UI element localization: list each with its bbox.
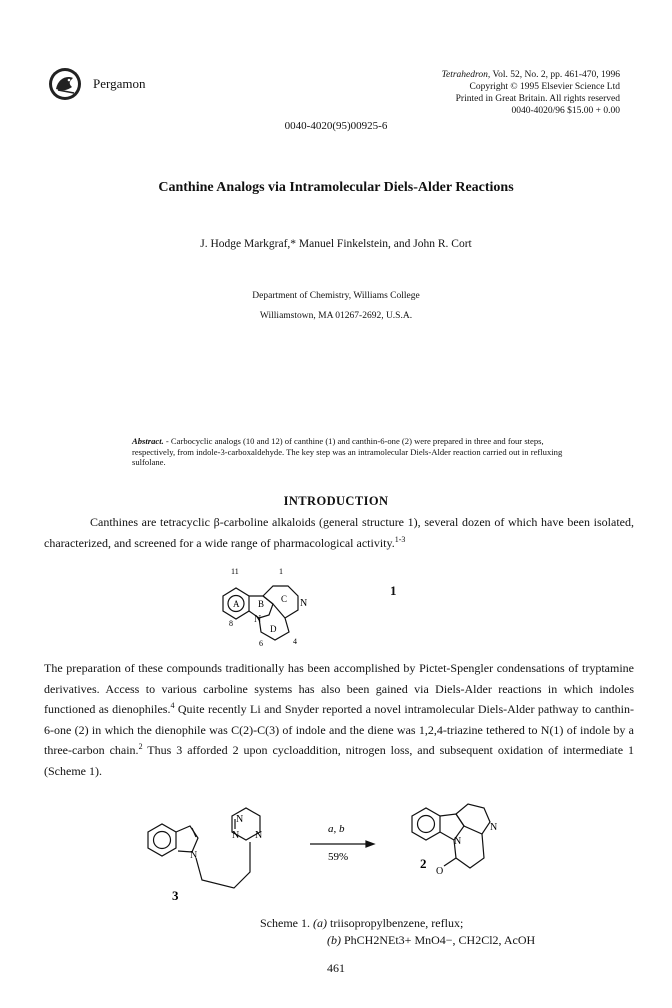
pyridine-n-product: N (490, 822, 498, 833)
atom-n-pyridine: N (300, 598, 308, 609)
publisher-name: Pergamon (93, 76, 146, 91)
structure-1-canthine (215, 560, 365, 655)
abstract-text: - Carbocyclic analogs (10 and 12) of canthine (1) and canthin-6-one (2) were prepared in three and four steps, respectively, from indole-3-carboxaldehyde. The key step was an intramolecular Diels-Alder reaction carried out in refluxing sulfolane. (132, 436, 563, 468)
article-code: 0040-4020(95)00925-6 (284, 120, 388, 132)
citation-ref: 1-3 (394, 534, 406, 544)
compound-label-3: 3 (172, 888, 179, 903)
compound-label-1: 1 (390, 583, 397, 598)
affiliation-line-1: Department of Chemistry, Williams College (252, 291, 420, 301)
ring-label-d: D (270, 624, 277, 634)
intro-paragraph-2: The preparation of these compounds traditionally has been accomplished by Pictet-Spengler condensations of tryptamine derivatives. Access to various carboline systems has also been gained via Diels-Alder reactions in which indoles functioned as dienophiles.$^4$ Quite recently Li and Snyder reported a novel intramolecular Diels-Alder pathway to canthin-6-one (2) in which the dienophile was C(2)-C(3) of indole and the diene was 1,2,4-triazine tethered to N(1) of indole by a three-carbon chain.$^2$ Thus 3 afforded 2 upon cycloaddition, nitrogen loss, and subsequent oxidation of intermediate 1 (Scheme 1). (44, 661, 635, 778)
atom-number-1: 1 (279, 567, 283, 576)
journal-line-4: 0040-4020/96 $15.00 + 0.00 (511, 106, 620, 116)
journal-line-1: Tetrahedron, Vol. 52, No. 2, pp. 461-470, 1996 (441, 70, 620, 80)
triazine-n-right: N (255, 830, 263, 841)
abstract (132, 436, 572, 468)
scheme-caption-line-2: (b) PhCH2NEt3+ MnO4−, CH2Cl2, AcOH (327, 933, 536, 947)
arrow-yield: 59% (328, 851, 349, 863)
scheme-caption-line-1: Scheme 1. (a) triisopropylbenzene, reflux; (260, 916, 464, 930)
abstract-label: Abstract. (132, 436, 164, 446)
triazine-n-left: N (232, 830, 240, 841)
intro-paragraph-1: Canthines are tetracyclic β-carboline alkaloids (general structure 1), several dozen of which have been isolated, characterized, and screened for a wide range of pharmacological activity.$^{1-3}$ (44, 515, 634, 550)
ring-label-b: B (258, 599, 265, 609)
atom-number-11: 11 (231, 567, 239, 576)
journal-line-3: Printed in Great Britain. All rights reserved (455, 94, 620, 104)
indole-n-product: N (454, 836, 462, 847)
arrow-conditions: a, b (328, 823, 345, 835)
carbonyl-o: O (436, 866, 444, 877)
scheme-1-reaction (138, 796, 538, 911)
compound-label-2: 2 (420, 856, 427, 871)
journal-info (442, 69, 620, 117)
citation-ref: 4 (170, 701, 175, 711)
ring-label-a: A (233, 599, 240, 609)
atom-n-indole: N (254, 614, 262, 625)
atom-number-8: 8 (229, 619, 233, 628)
citation-ref: 2 (138, 742, 143, 752)
ring-label-c: C (281, 594, 288, 604)
triazine-n-top: N (236, 814, 244, 825)
section-heading-introduction: INTRODUCTION (283, 494, 389, 508)
atom-number-6: 6 (259, 639, 263, 648)
page-number: 461 (327, 961, 345, 975)
scheme-caption (260, 915, 535, 949)
affiliation-line-2: Williamstown, MA 01267-2692, U.S.A. (259, 311, 413, 321)
atom-number-4: 4 (293, 637, 297, 646)
author-list: J. Hodge Markgraf,* Manuel Finkelstein, and John R. Cort (200, 238, 472, 250)
pergamon-logo (48, 67, 82, 101)
indole-n-reactant: N (190, 850, 198, 861)
paper-title: Canthine Analogs via Intramolecular Diels-Alder Reactions (158, 180, 514, 195)
journal-line-2: Copyright © 1995 Elsevier Science Ltd (469, 82, 620, 92)
